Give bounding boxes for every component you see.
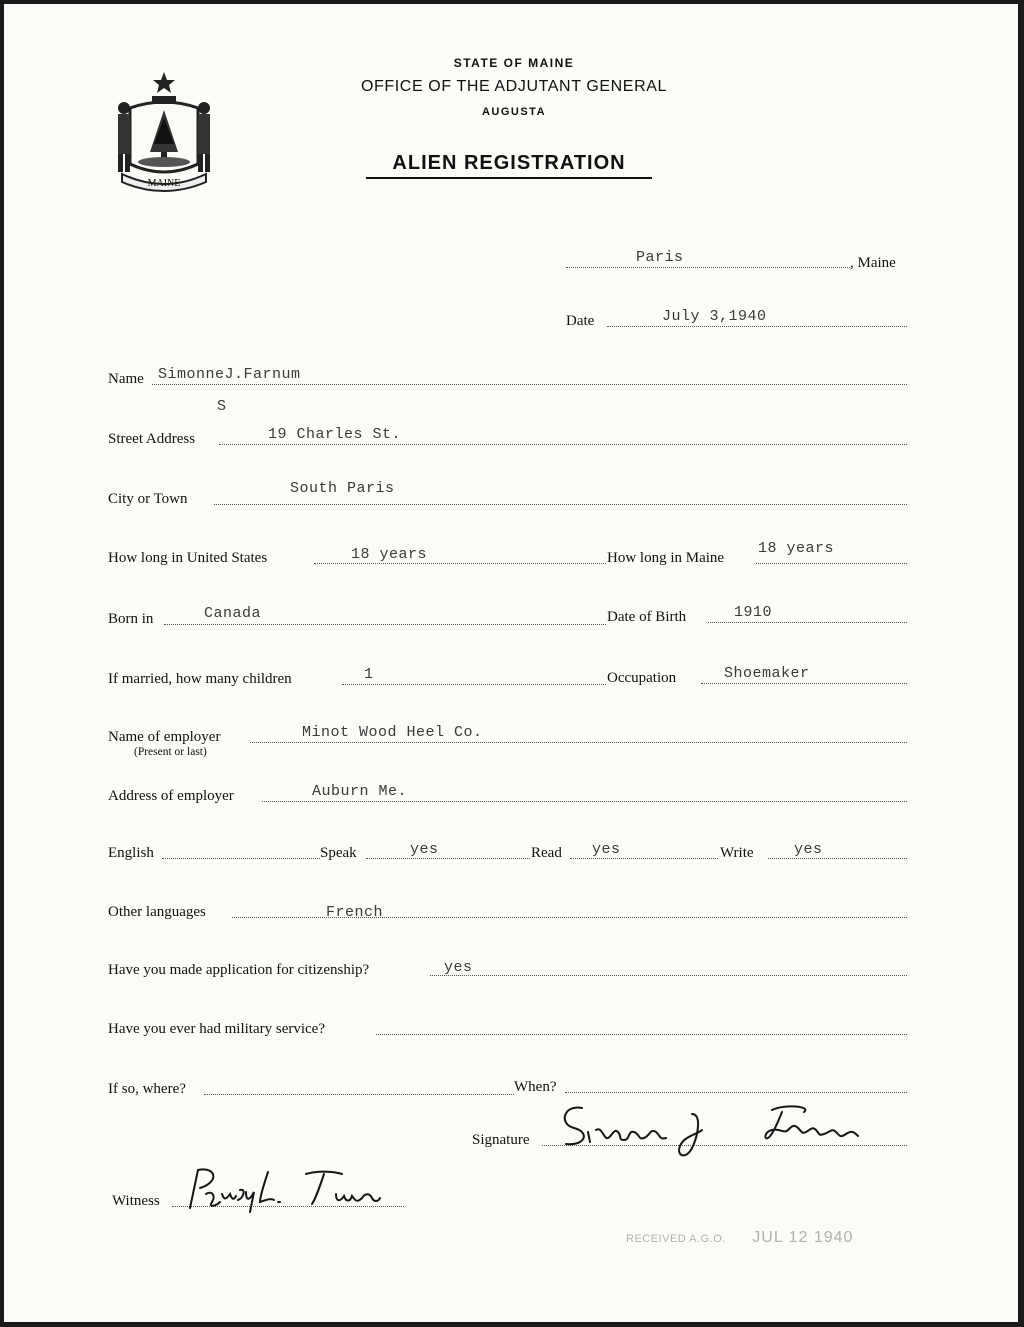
name-correction: S <box>217 398 227 415</box>
received-stamp <box>626 1229 853 1247</box>
military-label: Have you ever had military service? <box>108 1021 325 1037</box>
street-label: Street Address <box>108 431 196 447</box>
seal-banner-text: MAINE <box>147 178 181 189</box>
when-label: When? <box>514 1079 557 1095</box>
read-label: Read <box>531 845 562 861</box>
city-label: City or Town <box>108 491 188 507</box>
occupation-label: Occupation <box>607 670 677 686</box>
other-languages-label: Other languages <box>108 904 206 920</box>
employer-address-value: Auburn Me. <box>312 783 408 800</box>
children-label: If married, how many children <box>108 671 292 687</box>
city-value: South Paris <box>290 480 395 497</box>
maine-duration-label: How long in Maine <box>607 550 725 566</box>
applicant-signature <box>544 1102 894 1164</box>
born-in-value: Canada <box>204 605 262 622</box>
other-languages-value: French <box>326 904 384 921</box>
born-in-label: Born in <box>108 611 154 627</box>
read-value: yes <box>592 841 621 858</box>
write-label: Write <box>720 845 754 861</box>
date-value: July 3,1940 <box>662 308 767 325</box>
header-city: AUGUSTA <box>481 106 547 118</box>
witness-label: Witness <box>112 1193 160 1209</box>
us-duration-value: 18 years <box>351 546 428 563</box>
children-value: 1 <box>364 666 374 683</box>
received-stamp-label: RECEIVED A.G.O. <box>626 1233 726 1245</box>
employer-sublabel: (Present or last) <box>134 746 207 758</box>
header-state: STATE OF MAINE <box>453 56 575 70</box>
english-label: English <box>108 845 154 861</box>
place-suffix: , Maine <box>850 255 896 271</box>
form-title: ALIEN REGISTRATION <box>366 152 652 179</box>
name-label: Name <box>108 371 144 387</box>
dob-value: 1910 <box>734 604 773 621</box>
header-office: OFFICE OF THE ADJUTANT GENERAL <box>360 78 668 95</box>
employer-value: Minot Wood Heel Co. <box>302 724 483 741</box>
signature-label: Signature <box>472 1132 530 1148</box>
name-value: SimonneJ.Farnum <box>158 366 301 383</box>
citizenship-value: yes <box>444 959 473 976</box>
speak-value: yes <box>410 841 439 858</box>
dob-label: Date of Birth <box>607 609 687 625</box>
received-stamp-date: JUL 12 1940 <box>752 1229 854 1246</box>
registration-form-page <box>4 4 1018 1322</box>
street-value: 19 Charles St. <box>268 426 402 443</box>
date-label: Date <box>566 313 595 329</box>
where-label: If so, where? <box>108 1081 186 1097</box>
citizenship-label: Have you made application for citizenship? <box>108 962 370 978</box>
witness-signature <box>176 1164 412 1216</box>
write-value: yes <box>794 841 823 858</box>
maine-duration-value: 18 years <box>758 540 835 557</box>
employer-label: Name of employer <box>108 729 221 745</box>
occupation-value: Shoemaker <box>724 665 810 682</box>
place-value: Paris <box>636 249 684 266</box>
speak-label: Speak <box>320 845 357 861</box>
us-duration-label: How long in United States <box>108 550 268 566</box>
employer-address-label: Address of employer <box>108 788 234 804</box>
state-seal-icon <box>108 68 220 196</box>
